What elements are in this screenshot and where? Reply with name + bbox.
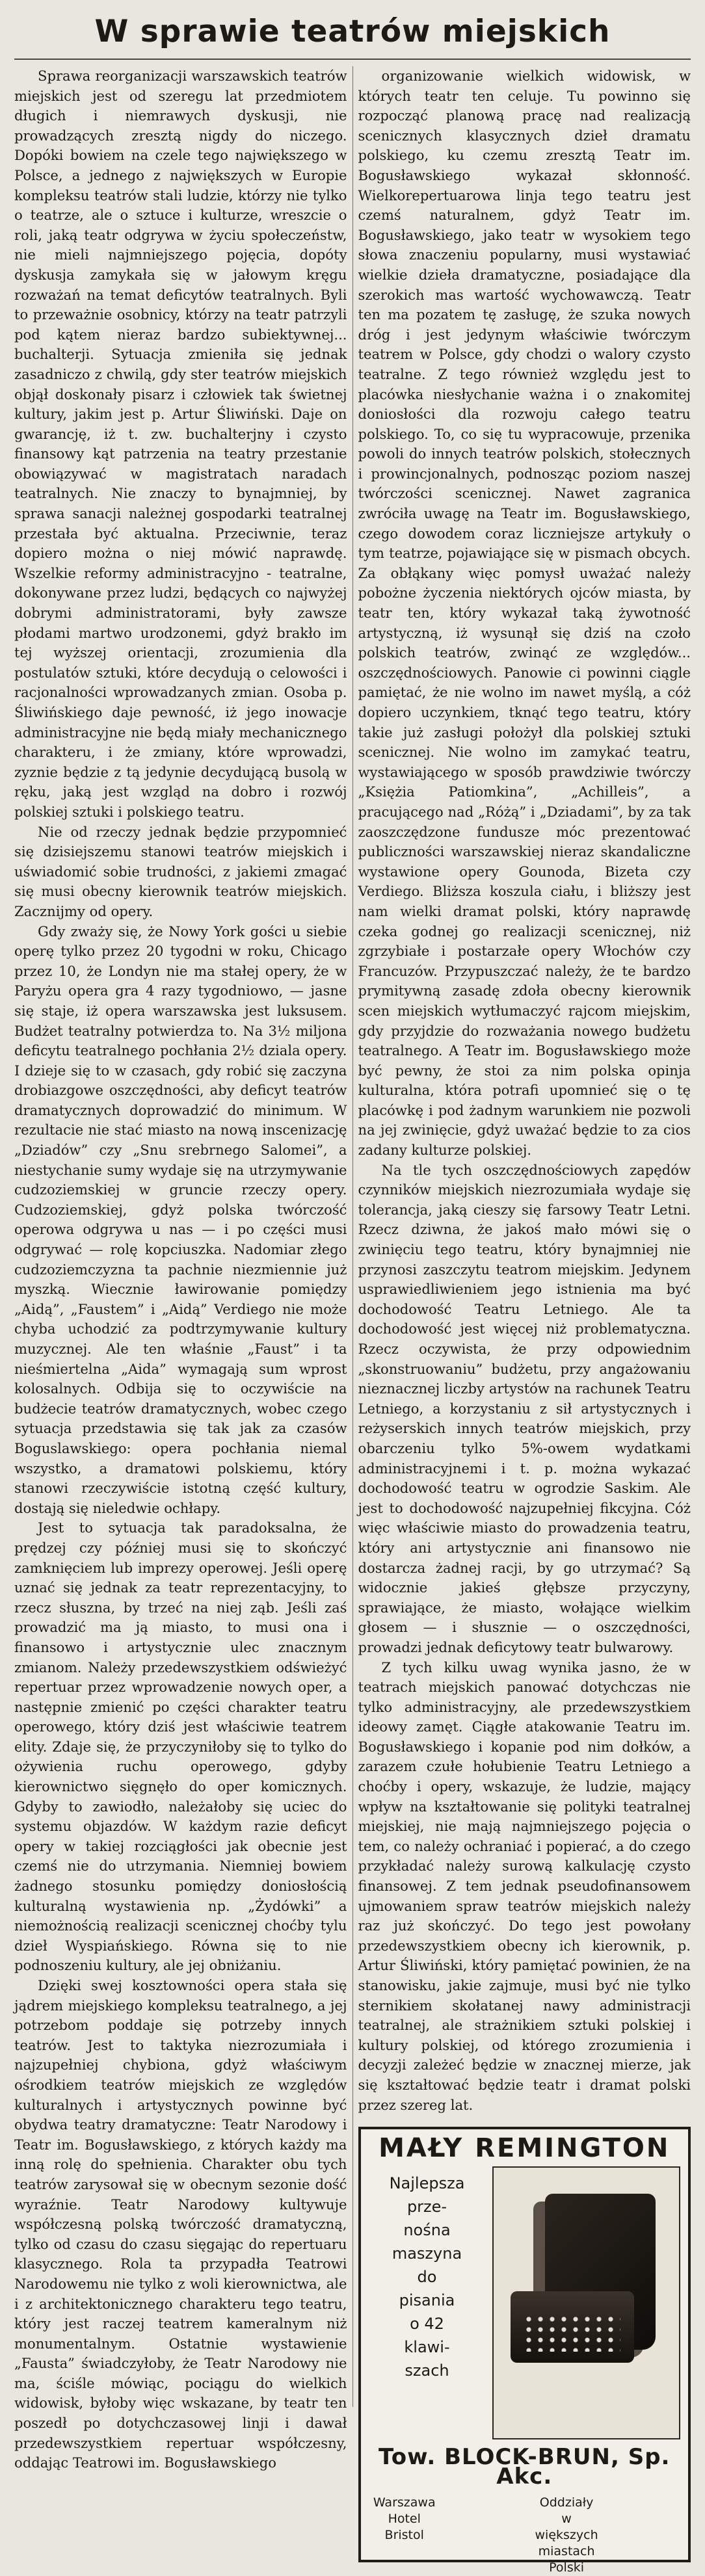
ad-copy-line: o 42 (410, 2314, 444, 2333)
ad-copy-line: klawi- (404, 2337, 450, 2356)
left-paragraph-5: Dzięki swej kosztowności opera stała się jądrem miejskiego kompleksu teatralnego, a jej potrzebom poddaje się potrzeby innych teatrów. Jest to taktyka niezrozumiała i najzupełniej chybiona, gdyż właściwym ośrodkiem teatrów miejskich ze względów kulturalnych i artystycznych powinne być obydwa teatry dramatyczne: Teatr Narodowy i Teatr im. Bogusławskiego, z których każdy ma inną rolę do spełnienia. Charakter obu tych teatrów zarysował się w obecnym sezonie dość wyraźnie. Teatr Narodowy kultywuje współczesną polską twórczość dramatyczną, tylko od czasu do czasu sięgając do repertuaru klasycznego. Rola ta przypadła Teatrowi Narodowemu nie tylko z woli kierownictwa, ale i z architektonicznego charakteru tego teatru, który jest raczej teatrem kameralnym niż monumentalnym. Ostatnie wystawienie „Fausta” świadczyłoby, że Teatr Narodowy nie ma, ściśle mówiąc, pociągu do wielkich widowisk, byłoby więc wskazane, by teatr ten poszedł po dotychczasowej linji i dawał przedewszystkiem repertuar współczesny, oddając Teatrowi im. Bogusławskiego (14, 1977, 347, 2471)
ad-copy-line: do (417, 2267, 437, 2286)
ad-footer-left-line: Hotel Bristol (384, 2511, 424, 2542)
article-columns (14, 66, 691, 2575)
right-paragraph-3: Z tych kilku uwag wynika jasno, że w teatrach miejskich panować dotychczas nie tylko administracyjny, ale przedewszystkiem ideowy zamęt. Ciągłe atakowanie Teatru im. Bogusławskiego i kopanie pod nim dołków, a zarazem czułe hołubienie Teatru Letniego a choćby i opery, wskazuje, że ludzie, mający wpływ na kształtowanie się polityki teatralnej miejskiej, nie mają najmniejszego pojęcia o tem, co należy ochraniać i popierać, a do czego przykładać należy surową kalkulację czysto finansowej. Z tem jednak pseudofinansowem ujmowaniem spraw teatrów miejskich należy raz już skończyć. Do tego jest powołany przedewszystkiem obecny ich kierownik, p. Artur Śliwiński, który pamiętać powinien, że na stanowisku, jakie zajmuje, musi być nie tylko sternikiem skołatanej nawy administracji teatralnej, ale strażnikiem sztuki polskiej i kultury polskiej, od którego zrozumienia i decyzji zależeć będzie w znacznej mierze, jak się kształtować będzie teatr i dramat polski przez szereg lat. (358, 1659, 691, 2113)
left-paragraph-3: Gdy zważy się, że Nowy York gości u siebie operę tylko przez 20 tygodni w roku, Chicago przez 10, że Londyn nie ma stałej opery, że w Paryżu opera gra 4 razy tygodniowo, — jasne się staje, iż opera warszawska jest luksusem. Budżet teatralny potwierdza to. Na 3½ miljona deficytu teatralnego pochłania 2½ dziala opery. I dzieje się to w czasach, gdy robić się zaczyna drobiazgowe oszczędności, aby deficyt teatrów dramatycznych doprowadzić do minimum. W rezultacie nie stać miasto na nową inscenizację „Dziadów” czy „Snu srebrnego Salomei”, a niestychanie sumy wydaje się na utrzymywanie cudzoziemskiej w gruncie rzeczy opery. Cudzoziemskiej, gdyż polska twórczość operowa odgrywa u nas — i po części musi odgrywać — rolę kopciuszka. Nadomiar złego cudzoziemczyzna ta pachnie niezmiennie już myszką. Wiecznie ławirowanie pomiędzy „Aidą”, „Faustem” i „Aidą” Verdiego nie może chyba uchodzić za podtrzymywanie kultury muzycznej. Ale ten właśnie „Faust” i ta nieśmiertelna „Aida” wymagają sum wprost kolosalnych. Odbija się to oczywiście na budżecie teatrów dramatycznych, wobec czego sytuacja przedstawia się tak jak za czasów Boguslawskiego: opera pochłania niemal wszystko, a dramatowi polskiemu, który stanowi rzeczywiście istotną część kultury, dostają się nieledwie ochłapy. (14, 923, 347, 1516)
ad-copy (369, 2166, 486, 2439)
typewriter-keys-icon (523, 2314, 620, 2352)
ad-copy-line: nośna (403, 2220, 451, 2239)
ad-copy-line: maszyna (392, 2244, 462, 2263)
ad-footer-right-line: w większych miastach Polski (535, 2511, 598, 2575)
right-column (358, 66, 691, 2575)
ad-footer (369, 2495, 681, 2576)
ad-footer-right-line: Oddziały (539, 2495, 594, 2510)
left-column (14, 66, 347, 2471)
ad-copy-line: pisania (399, 2291, 455, 2309)
remington-advertisement (358, 2127, 691, 2575)
column-divider (352, 66, 353, 2407)
ad-footer-left (369, 2495, 518, 2576)
right-paragraph-1: organizowanie wielkich widowisk, w których teatr ten celuje. Tu powinno się rozpocząć planową pracę nad realizacją scenicznych klasycznych dzieł dramatu polskiego, ku czemu zresztą Teatr im. Bogusławskiego wykazał skłonność. Wielkorepertuarowa linja tego teatru jest czemś naturalnem, gdyż Teatr im. Bogusławskiego, jako teatr w wysokiem tego słowa znaczeniu popularny, musi wystawiać wielkie dzieła dramatyczne, posiadające dla szerokich mas wartość wychowawczą. Teatr ten ma pozatem tę zasługę, że szuka nowych dróg i jest jedynym właściwie twórczym teatrem w Polsce, gdy chodzi o walory czysto teatralne. Z tego również względu jest to placówka niesłychanie ważna i o znakomitej doniosłości dla rozwoju całego teatru polskiego. To, co się tu wypracowuje, przenika powoli do innych teatrów polskich, stołecznych i prowincjonalnych, podnosząc poziom naszej twórczości scenicznej. Nawet zagranica zwróciła uwagę na Teatr im. Bogusławskiego, czego dowodem coraz liczniejsze artykuły o tym teatrze, pojawiające się w pismach obcych. Za obłąkany więc pomysł uważać należy pobożne życzenia niektórych ojców miasta, by teatr ten, który wykazał taką żywotność artystyczną, iż wysunął się dziś na czoło polskich teatrów, zwinąć ze względów... oszczędnościowych. Panowie ci powinni ciągle pamiętać, że nie wolno im nawet myślą, a cóż dopiero uczynkiem, tknąć tego teatru, który takie już zasługi położył dla polskiej sztuki scenicznej. Nie wolno im zamykać teatru, wystawiającego w sposób prawdziwie twórczy „Księżia Patiomkina”, „Achilleis”, a pracującego nad „Różą” i „Dziadami”, by za tak zaoszczędzone fundusze móc prezentować publiczności warszawskiej nieraz skandaliczne wystawione opery Gounoda, Bizeta czy Verdiego. Bliższa koszula ciału, i bliższy jest nam wielki dramat polski, który naprawdę czeka godnej go realizacji scenicznej, niż zgrzybiałe i postarzałe opery Włochów czy Francuzów. Przypuszczać należy, że te bardzo prymitywną zasadę zdoła obecny kierownik scen miejskich wytłumaczyć rajcom miejskim, gdy przyjdzie do rozważania nowego budżetu teatralnego. A Teatr im. Bogusławskiego może być pewny, że stoi za nim polska opinja kulturalna, która potrafi upomnieć się o tę placówkę i pod żadnym warunkiem nie pozwoli na jej zwinięcie, gdyż uważać będzie to za cios zadany kulturze polskiej. (358, 68, 691, 1159)
ad-footer-left-line: Warszawa (373, 2495, 436, 2510)
ad-company: Tow. BLOCK-BRUN, Sp. Akc. (379, 2443, 671, 2490)
left-paragraph-2: Nie od rzeczy jednak będzie przypomnieć się dzisiejszemu stanowi teatrów miejskich i uświadomić sobie trudności, z jakiemi zmagać się musi obecny kierownik teatrów miejskich. Zacznijmy od opery. (14, 823, 347, 919)
ad-body (369, 2166, 681, 2439)
left-paragraph-4: Jest to sytuacja tak paradoksalna, że prędzej czy później musi się to skończyć zamknięciem lub imprezy operowej. Jeśli operę uznać się jednak za teatr reprezentacyjny, to rzecz słuszna, by trzeć na niej ząb. Jeśli zaś prowadzić ma ją miasto, to musi ona i finansowo i artystycznie ulec znacznym zmianom. Należy przedewszystkiem odświeżyć repertuar przez wprowadzenie nowych oper, a następnie zmienić po części charakter teatru operowego, który dziś jest właściwie teatrem elity. Zdaje się, że przyczyniłoby się to tylko do ożywienia ruchu operowego, gdyby kierownictwo sięgnęło do oper komicznych. Gdyby to zawiodło, należałoby się uciec do systemu objazdów. W każdym razie deficyt opery w takiej rozciągłości jak obecnie jest czemś nie do utrzymania. Niemniej bowiem żadnego stosunku pomiędzy doniosłością kulturalną wystawienia np. „Żydówki” a niemożnością realizacji scenicznej choćby tylu dzieł Wyspiańskiego. Równa się to nie podnoszeniu kultury, ale jej obniżaniu. (14, 1519, 347, 1974)
ad-footer-right (531, 2495, 680, 2576)
left-paragraph-1: Sprawa reorganizacji warszawskich teatrów miejskich jest od szeregu lat przedmiotem długich i niemrawych dyskusji, nie prowadzących zresztą nigdy do niczego. Dopóki bowiem na czele tego największego w Polsce, a jednego z największych w Europie kompleksu teatrów stali ludzie, którzy nie tylko o teatrze, ale o sztuce i kulturze, wreszcie o roli, jaką teatr odgrywa w życiu społeczeństw, nie mieli najmniejszego pojęcia, dopóty dyskusja zamykała się w jałowym kręgu rozważań na temat deficytów teatralnych. Byli to przeważnie osobnicy, którzy na teatr patrzyli pod kątem nieraz bardzo subiektywnej... buchalterji. Sytuacja zmieniła się jednak zasadniczo z chwilą, gdy ster teatrów miejskich objął doskonały pisarz i człowiek tak świetnej kultury, jakim jest p. Artur Śliwiński. Daje on gwarancję, iż t. zw. buchalterjny i czysto finansowy kąt patrzenia na teatry przestanie obowiązywać w magistratach naradach teatralnych. Nie znaczy to bynajmniej, by sprawa sanacji należnej gospodarki teatralnej przestała być aktualna. Przeciwnie, teraz dopiero można o niej mówić naprawdę. Wszelkie reformy administracyjno - teatralne, dokonywane przez ludzi, będących co najwyżej dobrymi administratorami, były zawsze płodami martwo urodzonemi, gdyż brakło im tej wyższej orientacji, zrozumienia dla postulatów sztuki, które decydują o celowości i racjonalności wprowadzanych zmian. Osoba p. Śliwińskiego daje pewność, iż jego inowacje administracyjne nie będą miały mechanicznego charakteru, i że zmiany, które wprowadzi, zyznie będzie z tą jedynie decydującą busolą w ręku, jaką jest wzgląd na dobro i rozwój polskiej sztuki i polskiego teatru. (14, 68, 347, 820)
ad-title: MAŁY REMINGTON (379, 2133, 671, 2164)
ad-copy-line: Najlepsza (389, 2174, 465, 2192)
ad-copy-line: prze- (406, 2197, 447, 2216)
right-paragraph-2: Na tle tych oszczędnościowych zapędów czynników miejskich niezrozumiała wydaje się tolerancja, jaką cieszy się farsowy Teatr Letni. Rzecz dziwna, że jakoś mało mówi się o zwinięciu tego teatru, który bynajmniej nie przynosi zaszczytu teatrom miejskim. Jedynem usprawiedliwieniem jego istnienia ma być dochodowość Teatru Letniego. Ale ta dochodowość jest więcej niż problematyczna. Rzecz oczywista, że przy odpowiednim „skonstruowaniu” budżetu, przy angażowaniu nieznacznej liczby artystów na rachunek Teatru Letniego, a korzystaniu z sił artystycznych i reżyserskich innych teatrów miejskich, przy obarczeniu tylko 5%-owem wydatkami administracyjnemi i t. p. można wykazać dochodowość teatru w ogrodzie Saskim. Ale jest to dochodowość najzupełniej fikcyjna. Cóż więc właściwie miasto do prowadzenia teatru, który ani artystycznie ani finansowo nie dostarcza żadnej racji, by go utrzymać? Są widocznie jakieś głębsze przyczyny, sprawiające, że miasto, wołające wielkim głosem — i słusznie — o oszczędności, prowadzi jednak deficytowy teatr bulwarowy. (358, 1161, 691, 1655)
headline-rule (14, 59, 691, 60)
typewriter-icon (492, 2166, 681, 2439)
ad-copy-line: szach (405, 2361, 449, 2380)
page-title: W sprawie teatrów miejskich (94, 14, 611, 49)
